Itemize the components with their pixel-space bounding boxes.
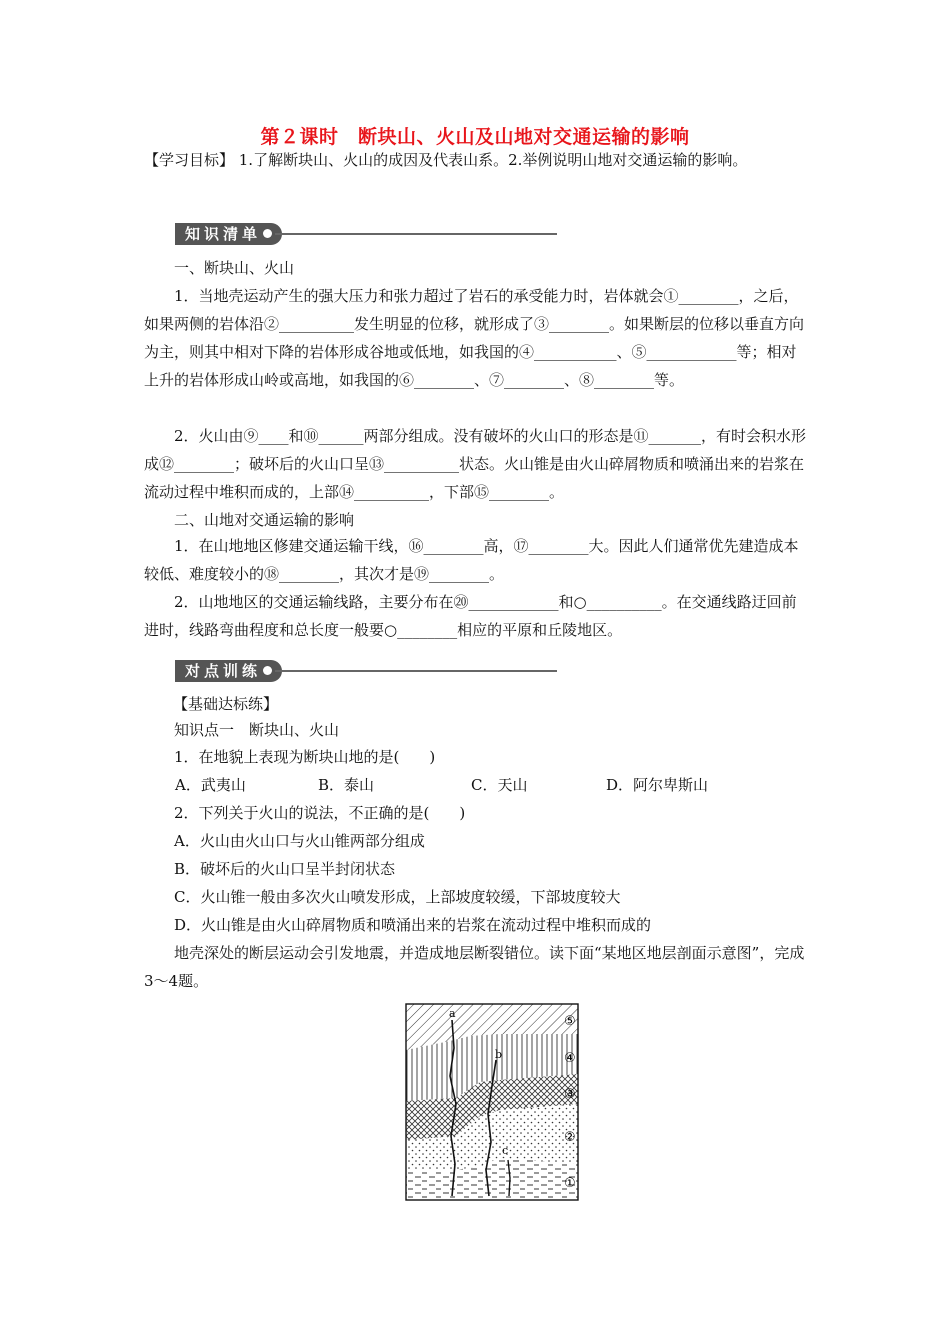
fault-label-b: b — [495, 1048, 503, 1061]
paragraph: 1．当地壳运动产生的强大压力和张力超过了岩石的承受能力时，岩体就会①________，之后，如果两侧的岩体沿②__________发生明显的位移，就形成了③________。如果断层的位移以垂直方向为主，则其中相对下降的岩体形成谷地或低地，如我国的④___________、⑤____________等；相对上升的岩体形成山岭或高地，如我国的⑥________、⑦________、⑧________等。 — [144, 287, 805, 389]
option: B．泰山 — [318, 776, 375, 794]
bullet-dot-icon — [263, 229, 272, 238]
section-heading: 一、断块山、火山 — [174, 259, 295, 277]
question: 2．下列关于火山的说法，不正确的是( ) — [174, 804, 466, 822]
layer-label: ① — [564, 1176, 576, 1191]
option: D．阿尔卑斯山 — [606, 776, 709, 794]
fault-label-c: c — [502, 1144, 509, 1157]
option: C．天山 — [471, 776, 528, 794]
paragraph: 2．山地地区的交通运输线路，主要分布在⑳____________和○__________。在交通线路迂回前进时，线路弯曲程度和总长度一般要○________相应的平原和丘陵地区。 — [144, 593, 797, 639]
stratum-section-diagram — [400, 998, 586, 1204]
layer-label: ⑤ — [564, 1014, 576, 1029]
reading-passage: 地壳深处的断层运动会引发地震，并造成地层断裂错位。读下面“某地区地层剖面示意图”，完成3～4题。 — [144, 944, 805, 990]
learning-objective: 【学习目标】 1.了解断块山、火山的成因及代表山系。2.举例说明山地对交通运输的影响。 — [144, 151, 748, 169]
section-label: 对点训练 — [175, 660, 282, 682]
layer-label: ③ — [564, 1087, 576, 1102]
layer-label: ④ — [564, 1051, 576, 1066]
option: A．火山由火山口与火山锥两部分组成 — [174, 832, 425, 850]
option: A．武夷山 — [175, 776, 246, 794]
section-heading: 二、山地对交通运输的影响 — [174, 511, 355, 529]
option: C．火山锥一般由多次火山喷发形成，上部坡度较缓，下部坡度较大 — [174, 888, 621, 906]
fault-label-a: a — [449, 1007, 456, 1020]
paragraph: 1．在山地地区修建交通运输干线，⑯________高，⑰________大。因此人们通常优先建造成本较低、难度较小的⑱________，其次才是⑲________。 — [144, 537, 799, 583]
section-divider — [275, 233, 557, 235]
question: 1．在地貌上表现为断块山地的是( ) — [174, 748, 436, 766]
option: B．破坏后的火山口呈半封闭状态 — [174, 860, 396, 878]
knowledge-point: 知识点一 断块山、火山 — [174, 721, 340, 739]
section-label: 知识清单 — [175, 223, 282, 245]
paragraph: 2．火山由⑨____和⑩______两部分组成。没有破坏的火山口的形态是⑪_______，有时会积水形成⑫________；破坏后的火山口呈⑬__________状态。火山锥是由火山碎屑物质和喷涌出来的岩浆在流动过程中堆积而成的，上部⑭__________，下部⑮________。 — [144, 427, 807, 501]
section-divider — [275, 670, 557, 672]
option: D．火山锥是由火山碎屑物质和喷涌出来的岩浆在流动过程中堆积而成的 — [174, 916, 652, 934]
bullet-dot-icon — [263, 666, 272, 675]
subsection-label: 【基础达标练】 — [173, 695, 279, 713]
page-title: 第２课时 断块山、火山及山地对交通运输的影响 — [260, 126, 690, 148]
layer-label: ② — [564, 1130, 576, 1145]
